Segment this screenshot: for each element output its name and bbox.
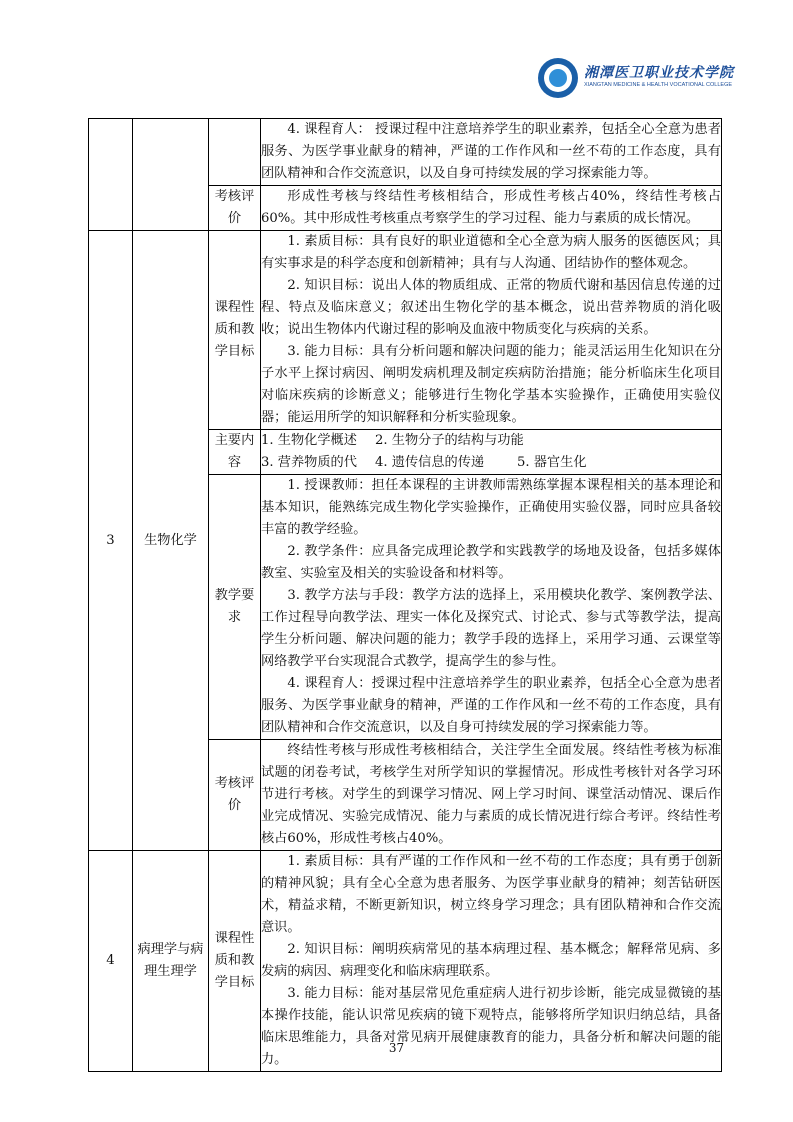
teaching-requirement: 3. 教学方法与手段：教学方法的选择上，采用模块化教学、案例教学法、工作过程导向教学法、理实一体化及探究式、讨论式、参与式等教学法，提高学生分析问题、解决问题的能力；教学手段的选择上，采用学习通、云课堂等网络教学平台实现混合式教学，提高学生的参与性。 bbox=[261, 588, 721, 669]
category-label: 考核评价 bbox=[209, 740, 261, 851]
logo-chinese-name: 湘潭医卫职业技术学院 bbox=[584, 65, 734, 81]
assessment-text: 终结性考核与形成性考核相结合，关注学生全面发展。终结性考核为标准试题的闭卷考试，考核学生对所学知识的掌握情况。形成性考核针对各学习环节进行考核。对学生的到课学习情况、网上学习时间、课堂活动情况、课后作业完成情况、实验完成情况、能力与素质的成长情况进行综合考评。终结性考核占60%，形成性考核占40%。 bbox=[261, 743, 721, 846]
course-name: 生物化学 bbox=[133, 231, 209, 851]
table-row bbox=[89, 119, 722, 186]
category-label: 主要内容 bbox=[209, 430, 261, 475]
table-row bbox=[89, 231, 722, 430]
table-row bbox=[89, 851, 722, 1072]
topic-item: 5. 器官生化 bbox=[517, 455, 587, 470]
logo-english-name: XIANGTAN MEDICINE & HEALTH VOCATIONAL COLLEGE bbox=[584, 82, 733, 88]
teaching-requirement: 4. 课程育人： 授课过程中注意培养学生的职业素养，包括全心全意为患者服务、为医学事业献身的精神，严谨的工作作风和一丝不苟的工作态度，具有团队精神和合作交流意识，以及自身可持续发展的学习探索能力等。 bbox=[261, 122, 721, 181]
goal-item: 1. 素质目标：具有严谨的工作作风和一丝不苟的工作态度；具有勇于创新的精神风貌；具有全心全意为患者服务、为医学事业献身的精神；刻苦钻研医术，精益求精，不断更新知识，树立终身学习理念；具有团队精神和合作交流意识。 bbox=[261, 854, 721, 935]
topic-item: 3. 营养物质的代 bbox=[261, 455, 357, 470]
row-number: 4 bbox=[89, 851, 133, 1072]
category-label: 教学要求 bbox=[209, 475, 261, 740]
teaching-requirement: 2. 教学条件：应具备完成理论教学和实践教学的场地及设备，包括多媒体教室、实验室及相关的实验设备和材料等。 bbox=[261, 544, 721, 581]
category-label: 课程性质和教学目标 bbox=[209, 231, 261, 430]
goal-item: 3. 能力目标：能对基层常见危重症病人进行初步诊断，能完成显微镜的基本操作技能，能认识常见疾病的镜下观特点，能够将所学知识归纳总结，具备临床思维能力，具备对常见病开展健康教育的能力，具备分析和解决问题的能力。 bbox=[261, 986, 721, 1067]
course-table bbox=[88, 118, 722, 1072]
goal-item: 3. 能力目标：具有分析问题和解决问题的能力；能灵活运用生化知识在分子水平上探讨病因、阐明发病机理及制定疾病防治措施；能分析临床生化项目对临床疾病的诊断意义；能够进行生物化学基本实验操作，正确使用实验仪器；能运用所学的知识解释和分析实验现象。 bbox=[261, 344, 721, 425]
teaching-requirement: 4. 课程育人：授课过程中注意培养学生的职业素养，包括全心全意为患者服务、为医学事业献身的精神，严谨的工作作风和一丝不苟的工作态度，具有团队精神和合作交流意识，以及自身可持续发展的学习探索能力等。 bbox=[261, 676, 721, 735]
course-name: 病理学与病理生理学 bbox=[133, 851, 209, 1072]
topic-item: 4. 遗传信息的传递 bbox=[375, 455, 485, 470]
teaching-requirement: 1. 授课教师：担任本课程的主讲教师需熟练掌握本课程相关的基本理论和基本知识，能熟练完成生物化学实验操作，正确使用实验仪器，同时应具备较丰富的教学经验。 bbox=[261, 478, 721, 537]
goal-item: 1. 素质目标：具有良好的职业道德和全心全意为病人服务的医德医风；具有实事求是的科学态度和创新精神；具有与人沟通、团结协作的整体观念。 bbox=[261, 234, 721, 271]
topic-item: 2. 生物分子的结构与功能 bbox=[375, 433, 524, 448]
goal-item: 2. 知识目标：说出人体的物质组成、正常的物质代谢和基因信息传递的过程、特点及临床意义；叙述出生物化学的基本概念，说出营养物质的消化吸收；说出生物体内代谢过程的影响及血液中物质变化与疾病的关系。 bbox=[261, 278, 721, 337]
college-logo bbox=[538, 58, 734, 98]
topic-item: 1. 生物化学概述 bbox=[261, 433, 357, 448]
category-label: 课程性质和教学目标 bbox=[209, 851, 261, 1072]
page-number: 37 bbox=[388, 1041, 405, 1055]
college-emblem-icon bbox=[538, 58, 578, 98]
category-label: 考核评价 bbox=[209, 186, 261, 231]
row-number: 3 bbox=[89, 231, 133, 851]
assessment-text: 形成性考核与终结性考核相结合，形成性考核占40%，终结性考核占60%。其中形成性考核重点考察学生的学习过程、能力与素质的成长情况。 bbox=[261, 189, 721, 226]
goal-item: 2. 知识目标：阐明疾病常见的基本病理过程、基本概念；解释常见病、多发病的病因、病理变化和临床病理联系。 bbox=[261, 942, 721, 979]
